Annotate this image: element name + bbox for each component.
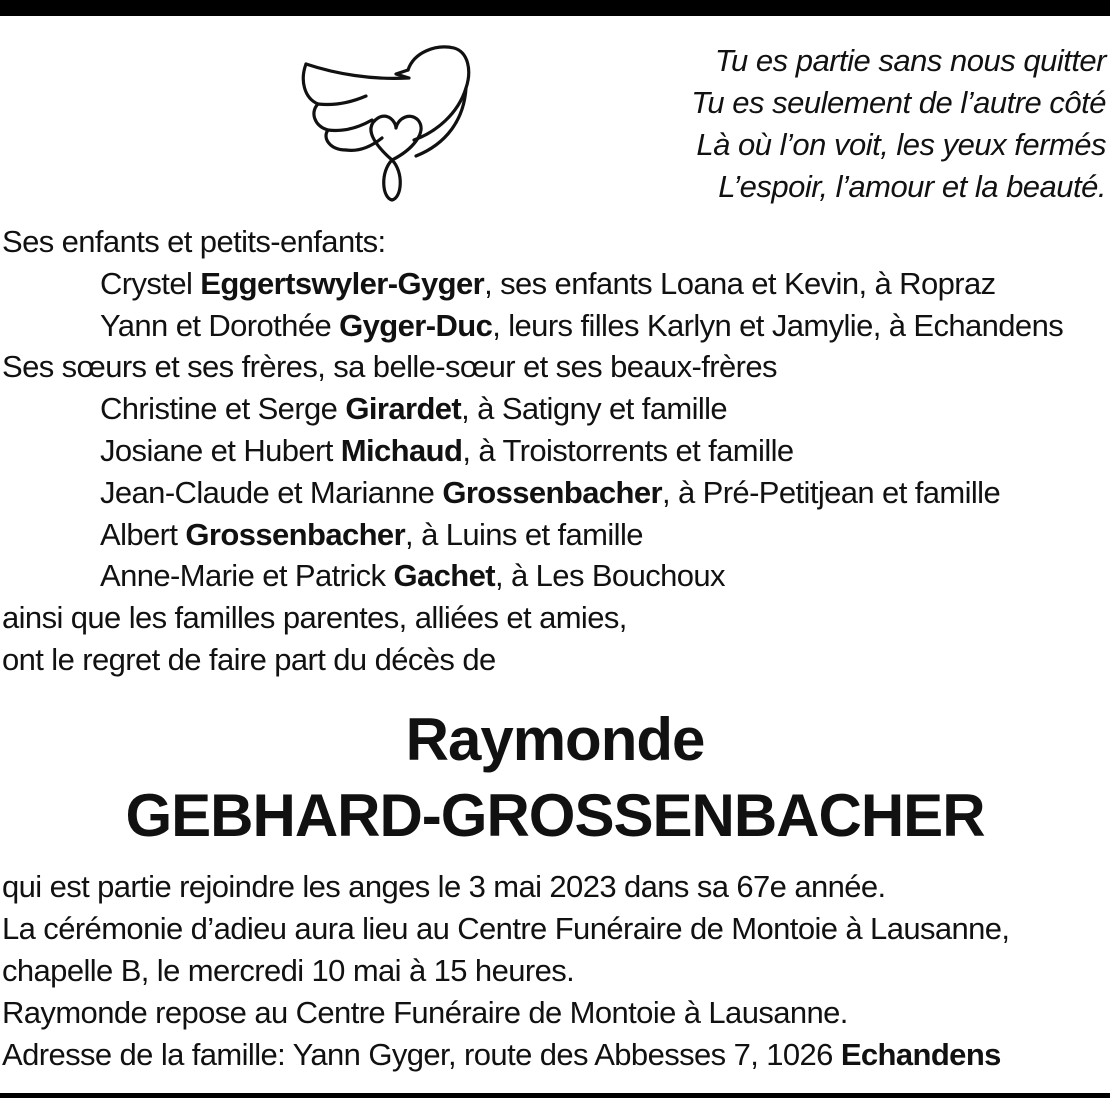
sibling-names: Christine et Serge [100,391,346,427]
family-address [2,1034,1108,1076]
dove-heart-icon [296,40,476,205]
child-details: , leurs filles Karlyn et Jamylie, à Echandens [492,307,1064,343]
siblings-heading: Ses sœurs et ses frères, sa belle-sœur et ses beaux-frères [2,349,777,385]
child-entry [2,263,1108,305]
sibling-entry [2,555,1108,597]
sibling-surname: Michaud [340,432,463,468]
family-list [2,221,1108,681]
detail-line: chapelle B, le mercredi 10 mai à 15 heures. [2,953,575,988]
poem-line: L’espoir, l’amour et la beauté. [718,169,1106,204]
child-surname: Eggertswyler-Gyger [200,265,485,301]
child-names: Yann et Dorothée [100,307,340,343]
deceased-first-name: Raymonde [405,706,705,773]
sibling-entry [2,514,1108,556]
sibling-entry [2,472,1108,514]
poem-line: Tu es partie sans nous quitter [714,43,1106,78]
sibling-names: Jean-Claude et Marianne [100,474,443,510]
ceremony-details [2,866,1108,1076]
sibling-details: , à Les Bouchoux [494,558,725,594]
child-details: , ses enfants Loana et Kevin, à Ropraz [484,265,996,301]
sibling-entry [2,430,1108,472]
bottom-border [0,1093,1110,1098]
sibling-names: Josiane et Hubert [100,432,341,468]
sibling-entry [2,388,1108,430]
child-names: Crystel [100,265,201,301]
sibling-names: Anne-Marie et Patrick [100,558,394,594]
deceased-name [0,702,1110,854]
sibling-surname: Grossenbacher [442,474,662,510]
sibling-names: Albert [100,516,186,552]
regret-line: ont le regret de faire part du décès de [2,641,496,677]
poem-line: Là où l’on voit, les yeux fermés [696,127,1106,162]
deceased-last-name: GEBHARD-GROSSENBACHER [125,782,985,849]
children-heading: Ses enfants et petits-enfants: [2,224,386,259]
detail-line: La cérémonie d’adieu aura lieu au Centre Funéraire de Montoie à Lausanne, [2,911,1010,946]
top-border [0,0,1110,16]
child-surname: Gyger-Duc [339,307,493,343]
sibling-surname: Gachet [393,558,495,594]
families-line: ainsi que les familles parentes, alliées et amies, [2,600,627,636]
address-town: Echandens [840,1037,1001,1072]
sibling-details: , à Satigny et famille [461,391,728,427]
sibling-surname: Grossenbacher [185,516,406,552]
poem-verse [691,40,1106,208]
sibling-details: , à Luins et famille [405,516,643,552]
child-entry [2,305,1108,347]
address-text: Adresse de la famille: Yann Gyger, route des Abbesses 7, 1026 [2,1037,841,1072]
poem-line: Tu es seulement de l’autre côté [691,85,1106,120]
detail-line: Raymonde repose au Centre Funéraire de Montoie à Lausanne. [2,995,848,1030]
sibling-details: , à Troistorrents et famille [462,432,794,468]
sibling-surname: Girardet [345,391,462,427]
detail-line: qui est partie rejoindre les anges le 3 mai 2023 dans sa 67e année. [2,869,886,904]
sibling-details: , à Pré-Petitjean et famille [661,474,1001,510]
